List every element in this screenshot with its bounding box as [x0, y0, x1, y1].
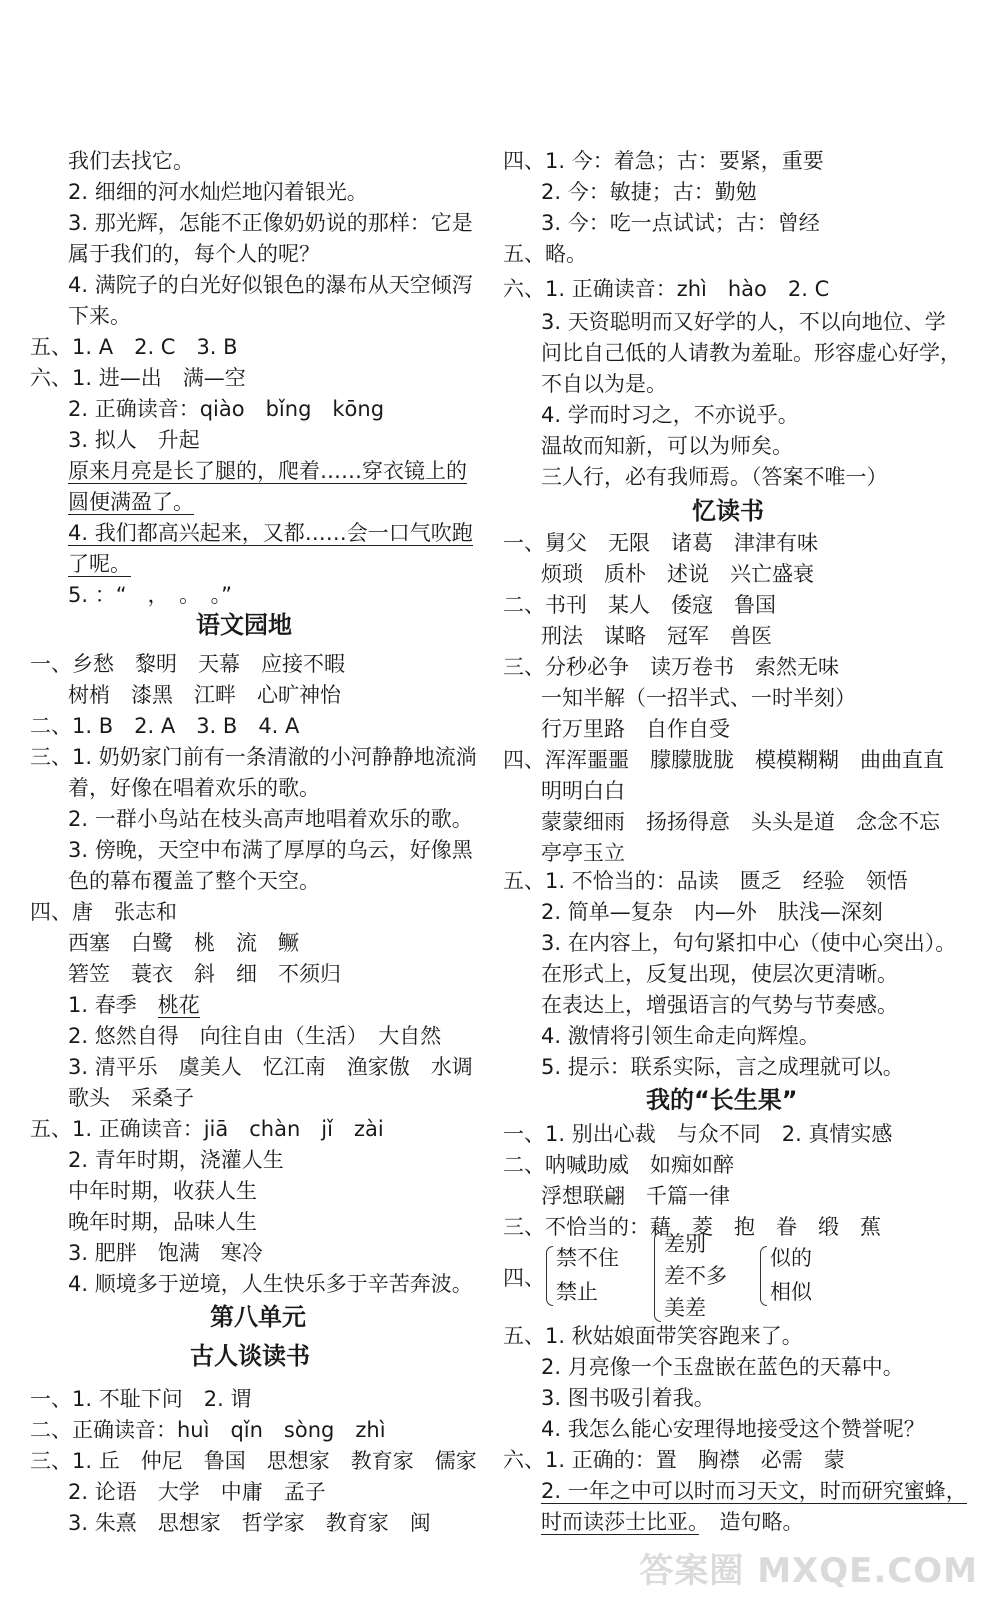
answer-text: 2. 月亮像一个玉盘嵌在蓝色的天幕中。 — [541, 1355, 904, 1379]
answer-text: 行万里路 自作自受 — [541, 717, 730, 741]
answer-text: 我们去找它。 — [68, 149, 194, 173]
answer-text: 烦琐 质朴 述说 兴亡盛衰 — [541, 562, 814, 586]
answer-text: 五、略。 — [503, 242, 587, 266]
answer-line — [541, 1415, 925, 1443]
section-heading: 古人谈读书 — [190, 1342, 310, 1370]
answer-text: 三人行，必有我师焉。（答案不唯一） — [541, 465, 888, 489]
answer-line — [541, 715, 730, 743]
brace-3 — [760, 1246, 767, 1306]
answer-line — [541, 839, 625, 867]
answer-text: 六、1. 进—出 满—空 — [30, 366, 246, 390]
answer-text: 一、1. 别出心裁 与众不同 2. 真情实感 — [503, 1122, 893, 1146]
answer-text: 五、1. 正确读音：jiā chàn jǐ zài — [30, 1117, 384, 1141]
answer-line — [541, 1477, 967, 1505]
answer-line — [541, 1022, 820, 1050]
answer-line — [68, 1208, 257, 1236]
section-heading: 忆读书 — [692, 497, 764, 525]
brace-1 — [546, 1246, 553, 1306]
answer-line — [68, 929, 299, 957]
answer-line — [68, 550, 131, 578]
answer-text: 5. ：“ ， 。 。” — [68, 583, 232, 607]
answer-line — [541, 1384, 715, 1412]
answer-line — [541, 463, 888, 491]
answer-line — [68, 1084, 194, 1112]
answer-text: 西塞 白鹭 桃 流 鳜 — [68, 931, 299, 955]
answer-text: 一、1. 不耻下问 2. 谓 — [30, 1387, 252, 1411]
answer-line — [541, 1182, 730, 1210]
answer-text: 2. 一群小鸟站在枝头高声地唱着欢乐的歌。 — [68, 807, 473, 831]
answer-line — [68, 960, 341, 988]
answer-text: 1. 春季 — [68, 993, 158, 1017]
watermark: 答案圈 MXQE.COM — [639, 1551, 978, 1591]
answer-line — [503, 1322, 803, 1350]
answer-line — [541, 401, 799, 429]
answer-line — [541, 432, 793, 460]
answer-line — [30, 650, 345, 678]
answer-text: 4. 学而时习之，不亦说乎。 — [541, 403, 799, 427]
answer-line — [30, 743, 477, 771]
answer-line — [541, 622, 772, 650]
answer-line — [68, 488, 194, 516]
answer-text: 时而读莎士比亚。 — [541, 1510, 699, 1534]
answer-line — [541, 960, 898, 988]
answer-text: 3. 拟人 升起 — [68, 428, 200, 452]
answer-text: 2. 一年之中可以时而习天文，时而研究蜜蜂， — [541, 1479, 967, 1503]
answer-text: 箬笠 蓑衣 斜 细 不须归 — [68, 962, 341, 986]
answer-text: 3. 清平乐 虞美人 忆江南 渔家傲 水调 — [68, 1055, 473, 1079]
answer-line — [68, 302, 131, 330]
answer-text: 六、1. 正确的：置 胸襟 必需 蒙 — [503, 1448, 845, 1472]
answer-text: 二、1. B 2. A 3. B 4. A — [30, 714, 300, 738]
answer-text: 问比自己低的人请教为羞耻。形容虚心好学， — [541, 341, 961, 365]
answer-text: 2. 简单—复杂 内—外 肤浅—深刻 — [541, 900, 883, 924]
answer-line — [68, 991, 200, 1019]
q4-g2-b: 差不多 — [664, 1264, 727, 1288]
answer-text: 4. 满院子的白光好似银色的瀑布从天空倾泻 — [68, 273, 473, 297]
answer-line — [541, 684, 856, 712]
answer-text: 3. 今：吃一点试试；古：曾经 — [541, 211, 820, 235]
answer-text: 2. 悠然自得 向往自由（生活） 大自然 — [68, 1024, 442, 1048]
answer-text: 三、1. 丘 仲尼 鲁国 思想家 教育家 儒家 — [30, 1449, 477, 1473]
answer-text: 四、唐 张志和 — [30, 900, 177, 924]
answer-line — [68, 426, 200, 454]
answer-text: 蒙蒙细雨 扬扬得意 头头是道 念念不忘 — [541, 810, 940, 834]
answer-text: 属于我们的，每个人的呢？ — [68, 242, 320, 266]
answer-text: 浮想联翩 千篇一律 — [541, 1184, 730, 1208]
q4-g3-a: 似的 — [770, 1246, 812, 1270]
answer-line — [503, 529, 818, 557]
answer-text: 一知半解（一招半式、一时半刻） — [541, 686, 856, 710]
answer-line — [68, 457, 467, 485]
answer-line — [68, 1478, 326, 1506]
answer-line — [68, 867, 320, 895]
answer-line — [503, 275, 829, 303]
answer-text: 3. 朱熹 思想家 哲学家 教育家 闽 — [68, 1511, 431, 1535]
answer-text: 五、1. 不恰当的：品读 匮乏 经验 领悟 — [503, 869, 908, 893]
answer-line — [30, 1385, 251, 1413]
answer-line — [503, 1446, 845, 1474]
answer-line — [68, 681, 341, 709]
answer-text: 二、书刊 某人 倭寇 鲁国 — [503, 593, 776, 617]
answer-line — [503, 1151, 734, 1179]
answer-text: 晚年时期，品味人生 — [68, 1210, 257, 1234]
answer-text: 在表达上，增强语言的气势与节奏感。 — [541, 993, 898, 1017]
answer-text: 树梢 漆黑 江畔 心旷神怡 — [68, 683, 341, 707]
answer-line — [68, 581, 232, 609]
answer-text: 不自以为是。 — [541, 372, 667, 396]
answer-line — [68, 836, 473, 864]
answer-line — [503, 653, 839, 681]
answer-text: 原来月亮是长了腿的，爬着……穿衣镜上的 — [68, 459, 467, 483]
answer-line — [503, 147, 824, 175]
answer-text: 4. 激情将引领生命走向辉煌。 — [541, 1024, 820, 1048]
answer-text: 4. 顺境多于逆境，人生快乐多于辛苦奔波。 — [68, 1272, 473, 1296]
answer-line — [68, 519, 473, 547]
answer-text: 3. 那光辉，怎能不正像奶奶说的那样：它是 — [68, 211, 473, 235]
answer-line — [541, 991, 898, 1019]
answer-text: 六、1. 正确读音：zhì hào 2. C — [503, 277, 830, 301]
answer-line — [30, 1447, 477, 1475]
answer-text: 中年时期，收获人生 — [68, 1179, 257, 1203]
answer-text: 四、浑浑噩噩 朦朦胧胧 模模糊糊 曲曲直直 — [503, 748, 944, 772]
answer-text: 2. 论语 大学 中庸 孟子 — [68, 1480, 326, 1504]
answer-line — [30, 1115, 384, 1143]
answer-line — [541, 1353, 904, 1381]
answer-text: 圆便满盈了。 — [68, 490, 194, 514]
answer-line — [541, 560, 814, 588]
answer-text: 三、分秒必争 读万卷书 索然无味 — [503, 655, 839, 679]
answer-text: 2. 细细的河水灿烂地闪着银光。 — [68, 180, 368, 204]
answer-line — [68, 271, 473, 299]
answer-line — [541, 308, 946, 336]
answer-text: 一、舅父 无限 诸葛 津津有味 — [503, 531, 818, 555]
answer-text: 2. 正确读音：qiào bǐng kōng — [68, 397, 385, 421]
section-heading: 第八单元 — [210, 1303, 306, 1331]
answer-line — [541, 808, 940, 836]
answer-line — [30, 1416, 386, 1444]
answer-line — [541, 178, 757, 206]
answer-line — [541, 339, 961, 367]
answer-text: 2. 青年时期，浇灌人生 — [68, 1148, 284, 1172]
section-heading: 我的“长生果” — [646, 1086, 798, 1114]
answer-line — [68, 1022, 441, 1050]
answer-text: 明明白白 — [541, 779, 625, 803]
q4-g1-b: 禁止 — [556, 1280, 598, 1304]
answer-line — [541, 1508, 804, 1536]
answer-text: 五、1. A 2. C 3. B — [30, 335, 238, 359]
answer-text: 一、乡愁 黎明 天幕 应接不暇 — [30, 652, 345, 676]
answer-line — [68, 178, 368, 206]
answer-text: 四、1. 今：着急；古：要紧，重要 — [503, 149, 824, 173]
answer-line — [68, 1053, 473, 1081]
answer-line — [541, 1053, 904, 1081]
answer-line — [68, 805, 473, 833]
answer-line — [503, 591, 776, 619]
answer-text: 三、不恰当的：藉 菱 抱 眷 缎 蕉 — [503, 1215, 881, 1239]
answer-text: 歌头 采桑子 — [68, 1086, 194, 1110]
answer-line — [503, 746, 944, 774]
q4-g2-a: 差别 — [664, 1232, 706, 1256]
answer-line — [68, 1270, 473, 1298]
answer-line — [30, 364, 246, 392]
answer-text-tail: 桃花 — [157, 993, 200, 1017]
answer-line — [503, 867, 908, 895]
answer-line — [68, 1509, 431, 1537]
brace-2 — [654, 1232, 661, 1322]
answer-text: 亭亭玉立 — [541, 841, 625, 865]
answer-text: 三、1. 奶奶家门前有一条清澈的小河静静地流淌 — [30, 745, 477, 769]
q4-g3-b: 相似 — [770, 1280, 812, 1304]
answer-line — [503, 240, 587, 268]
answer-text: 3. 天资聪明而又好学的人，不以向地位、学 — [541, 310, 946, 334]
answer-text: 着，好像在唱着欢乐的歌。 — [68, 776, 320, 800]
answer-line — [68, 209, 473, 237]
answer-line — [503, 1120, 892, 1148]
answer-text-tail: 造句略。 — [698, 1510, 804, 1534]
answer-text: 3. 图书吸引着我。 — [541, 1386, 715, 1410]
answer-text: 五、1. 秋姑娘面带笑容跑来了。 — [503, 1324, 803, 1348]
answer-line — [68, 395, 384, 423]
answer-line — [30, 712, 299, 740]
answer-line — [541, 777, 625, 805]
answer-line — [541, 898, 883, 926]
answer-line — [68, 240, 320, 268]
answer-text: 3. 在内容上，句句紧扣中心（使中心突出）。 — [541, 931, 957, 955]
answer-text: 5. 提示：联系实际，言之成理就可以。 — [541, 1055, 904, 1079]
q4-g1-a: 禁不住 — [556, 1246, 619, 1270]
answer-text: 3. 肥胖 饱满 寒冷 — [68, 1241, 263, 1265]
section-heading: 语文园地 — [196, 611, 292, 639]
answer-line — [541, 929, 956, 957]
answer-text: 2. 今：敏捷；古：勤勉 — [541, 180, 757, 204]
answer-text: 4. 我怎么能心安理得地接受这个赞誉呢？ — [541, 1417, 925, 1441]
answer-text: 二、正确读音：huì qǐn sòng zhì — [30, 1418, 386, 1442]
answer-text: 二、呐喊助威 如痴如醉 — [503, 1153, 734, 1177]
answer-line — [30, 333, 238, 361]
answer-text: 了呢。 — [68, 552, 131, 576]
answer-text: 色的幕布覆盖了整个天空。 — [68, 869, 320, 893]
answer-text: 在形式上，反复出现，使层次更清晰。 — [541, 962, 898, 986]
answer-text: 刑法 谋略 冠军 兽医 — [541, 624, 772, 648]
answer-text: 下来。 — [68, 304, 131, 328]
answer-line — [68, 1177, 257, 1205]
answer-text: 温故而知新，可以为师矣。 — [541, 434, 793, 458]
answer-line — [541, 370, 667, 398]
answer-line — [30, 898, 177, 926]
answer-line — [68, 1239, 263, 1267]
answer-line — [541, 209, 820, 237]
answer-line — [68, 774, 320, 802]
answer-text: 4. 我们都高兴起来，又都……会一口气吹跑 — [68, 521, 473, 545]
answer-text: 3. 傍晚，天空中布满了厚厚的乌云，好像黑 — [68, 838, 473, 862]
answer-line — [68, 147, 194, 175]
answer-line — [68, 1146, 284, 1174]
q4-label: 四、 — [503, 1266, 545, 1290]
q4-g2-c: 美差 — [664, 1296, 706, 1320]
